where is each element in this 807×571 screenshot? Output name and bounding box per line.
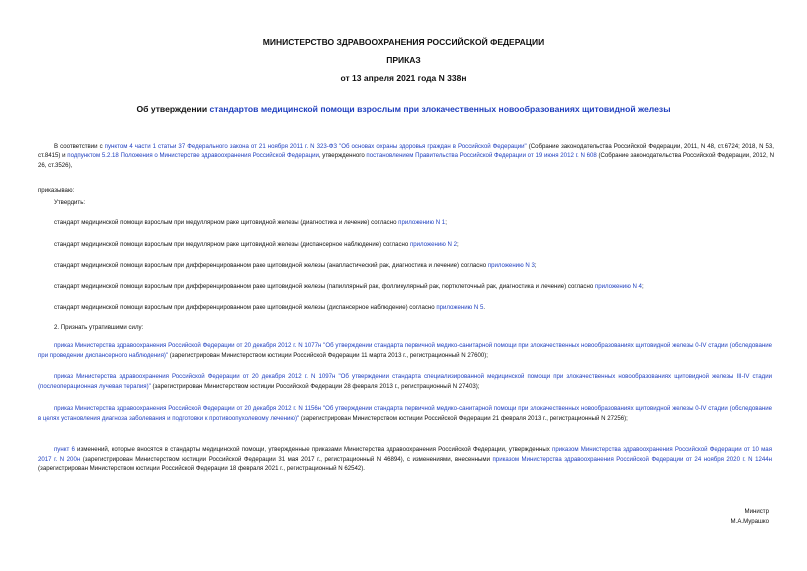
item-6-text-2: (зарегистрирован Министерством юстиции Российской Федерации 31 мая 2017 г., регистрационный N 46894), с изменениями, внесенными [80,455,493,463]
appendix-5-link[interactable]: приложению N 5 [436,304,484,311]
standard-text: стандарт медицинской помощи взрослым при медуллярном раке щитовидной железы (диагностика и лечение) согласно [54,219,399,226]
appendix-1-link[interactable]: приложению N 1 [398,219,446,226]
standard-item [54,218,774,227]
invalid-order-text: (зарегистрирован Министерством юстиции Российской Федерации 11 марта 2013 г., регистрационный N 27600); [168,351,488,359]
preamble-text-1: В соответствии с [54,143,105,150]
order-1077n-link[interactable]: приказ Министерства здравоохранения Российской Федерации от 20 декабря 2012 г. N 1077н "Об утверждении стандарта первичной медико-санитарной помощи при злокачественных новообразованиях щитовидной железы 0-IV стадии (обследование при проведении диспансерного наблюдения)" [38,342,772,359]
government-decree-link[interactable]: постановлением Правительства Российской Федерации от 19 июня 2012 г. N 608 [366,152,597,160]
standard-end: . [483,304,486,311]
signature-name: М.А.Мурашко [730,518,769,525]
order-200n-link[interactable]: приказом Министерства здравоохранения Российской Федерации от 10 мая 2017 г. N 200н [38,446,772,463]
standard-item [54,282,774,291]
standard-end: ; [641,283,644,290]
order-1097n-link[interactable]: приказ Министерства здравоохранения Российской Федерации от 20 декабря 2012 г. N 1097н "Об утверждении стандарта специализированной медицинской помощи при злокачественных новообразованиях щитовидной железы III-IV стадии (послеоперационная лучевая терапия)" [38,373,772,390]
invalid-order-text: (зарегистрирован Министерством юстиции Российской Федерации 28 февраля 2013 г., регистрационный N 27403); [150,382,480,390]
standard-item [54,303,774,312]
title-prefix: Об утверждении [136,104,210,114]
title-link[interactable]: стандартов медицинской помощи взрослым при злокачественных новообразованиях щитовидной железы [209,104,671,114]
invalid-order-text: (зарегистрирован Министерством юстиции Российской Федерации 21 февраля 2013 г., регистрационный N 27256); [299,414,628,422]
doc-type: ПРИКАЗ [386,55,421,65]
appendix-4-link[interactable]: приложению N 4 [594,283,642,290]
standard-end: ; [456,241,459,248]
invalid-order-2 [38,372,772,391]
law-link[interactable]: пунктом 4 части 1 статьи 37 Федерального закона от 21 ноября 2011 г. N 323-ФЗ "Об основах охраны здоровья граждан в Российской Федерации" [104,143,527,150]
order-title [30,104,777,114]
standard-text: стандарт медицинской помощи взрослым при медуллярном раке щитовидной железы (диспансерное наблюдение) согласно [54,241,410,248]
invalid-order-3 [38,404,772,423]
preamble-paragraph [38,142,774,170]
standard-end: ; [445,219,447,226]
standard-text: стандарт медицинской помощи взрослым при дифференцированном раке щитовидной железы (папиллярный рак, фолликулярный рак, гюртклеточный рак, диагностика и лечение) согласно [54,283,595,290]
invalid-order-1 [38,341,772,360]
standard-text: стандарт медицинской помощи взрослым при дифференцированном раке щитовидной железы (диспансерное наблюдение) согласно [54,304,437,311]
item-6-text-3: (зарегистрирован Министерством юстиции Российской Федерации 18 февраля 2021 г., регистрационный N 62542). [38,465,365,472]
regulation-link[interactable]: подпунктом 5.2.18 Положения о Министерстве здравоохранения Российской Федерации [67,152,319,160]
signature-position: Министр [744,508,769,515]
standard-item [54,240,774,249]
ministry-heading: МИНИСТЕРСТВО ЗДРАВООХРАНЕНИЯ РОССИЙСКОЙ ФЕДЕРАЦИИ [262,37,545,47]
orders-text: приказываю: [38,187,75,194]
approve-text: Утвердить: [54,199,86,206]
standard-text: стандарт медицинской помощи взрослым при дифференцированном раке щитовидной железы (анапластический рак, диагностика и лечение) согласно [54,262,488,269]
order-1156n-link[interactable]: приказ Министерства здравоохранения Российской Федерации от 20 декабря 2012 г. N 1156н "Об утверждении стандарта первичной медико-санитарной помощи при злокачественных новообразованиях щитовидной железы 0-IV стадии (обследование в целях установления диагноза заболевания и подготовки к противоопухолевому лечению)" [38,405,772,422]
preamble-text-4: (Собрание законодательства Российской Федерации, 2012, N 26, ст.3526), [38,152,774,169]
standard-end: ; [534,262,537,269]
date-number: от 13 апреля 2021 года N 338н [340,73,467,83]
order-1244n-link[interactable]: приказом Министерства здравоохранения Российской Федерации от 24 ноября 2020 г. N 1244н [492,455,772,463]
appendix-2-link[interactable]: приложению N 2 [409,241,457,248]
item-6-text-1: изменений, которые вносятся в стандарты медицинской помощи, утвержденные приказами Министерства здравоохранения Российской Федерации, утвержденных [74,446,553,453]
standard-item [54,261,774,270]
appendix-3-link[interactable]: приложению N 3 [487,262,535,269]
invalid-item-6 [38,445,772,474]
preamble-text-3: , утвержденного [318,152,367,160]
invalid-heading: 2. Признать утратившими силу: [54,324,144,331]
item-6-link[interactable]: пункт 6 [54,446,75,453]
preamble-text-2: (Собрание законодательства Российской Федерации, 2011, N 48, ст.6724; 2018, N 53, ст.8415) и [38,143,774,160]
